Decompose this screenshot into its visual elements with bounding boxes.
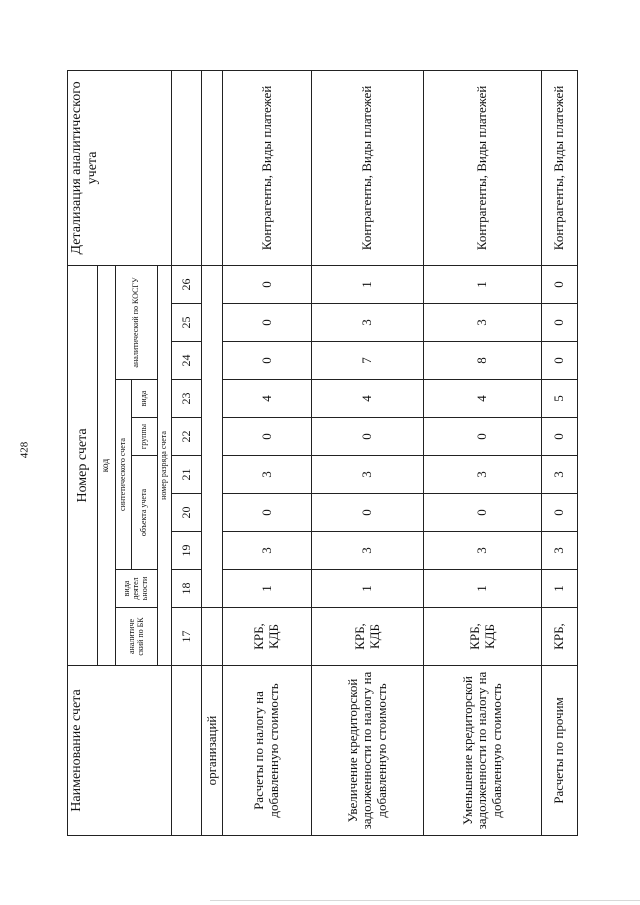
row-value: 0 [223,304,312,342]
digit-21: 21 [172,456,202,494]
row-value: 0 [542,494,578,532]
header-account-name: Наименование счета [68,666,172,836]
header-group: группы [132,418,158,456]
header-analytic-detail: Детализация аналитического учета [68,70,172,265]
row-value: 1 [312,570,424,608]
row-value: 3 [312,532,424,570]
digit-24: 24 [172,342,202,380]
row-detail: Контрагенты, Виды платежей [223,70,312,265]
row-value: 3 [223,456,312,494]
accounts-table [67,70,578,836]
row-name: Расчеты по прочим [542,666,578,836]
row-value: 0 [542,342,578,380]
header-object: объекта учета [132,456,158,570]
row-bk: КРБ, [542,608,578,666]
row-value: 0 [312,418,424,456]
row-value: 0 [223,418,312,456]
page-edge [210,900,640,901]
digit-25: 25 [172,304,202,342]
row-value: 3 [424,532,542,570]
header-synthetic: синтетического счета [116,380,132,570]
row-value: 3 [542,456,578,494]
header-activity-type: вида деятел ьности [116,570,158,608]
row-value: 1 [424,265,542,303]
row-value: 7 [312,342,424,380]
digit-23: 23 [172,380,202,418]
row-value: 0 [223,265,312,303]
row-bk: КРБ, КДБ [223,608,312,666]
row-value: 5 [542,380,578,418]
header-digit-number: номер разряда счета [158,265,172,665]
row-value: 0 [542,265,578,303]
row-name: Расчеты по налогу на добавленную стоимость [223,666,312,836]
row-detail: Контрагенты, Виды платежей [542,70,578,265]
row-value: 4 [424,380,542,418]
continuation-blank-right [172,70,202,265]
row-value: 0 [542,418,578,456]
row-value: 3 [424,456,542,494]
row-name: Уменьшение кредиторской задолженности по налогу на добавленную стоимость [424,666,542,836]
digit-19: 19 [172,532,202,570]
row-value: 1 [542,570,578,608]
row-detail: Контрагенты, Виды платежей [312,70,424,265]
row-value: 0 [312,494,424,532]
row-value: 3 [312,456,424,494]
digit-18: 18 [172,570,202,608]
row-value: 4 [223,380,312,418]
row-value: 0 [542,304,578,342]
row-value: 4 [312,380,424,418]
row-value: 3 [542,532,578,570]
row-value: 3 [312,304,424,342]
page-number: 428 [18,441,31,459]
row-value: 3 [223,532,312,570]
row-value: 8 [424,342,542,380]
header-kind: вида [132,380,158,418]
digit-26: 26 [172,265,202,303]
continuation-blank-left [172,666,202,836]
row-value: 0 [424,494,542,532]
row-bk: КРБ, КДБ [312,608,424,666]
row-bk: КРБ, КДБ [424,608,542,666]
row-value: 0 [424,418,542,456]
row-detail: Контрагенты, Виды платежей [424,70,542,265]
continuation-text: организаций [202,666,223,836]
row-value: 1 [424,570,542,608]
row-value: 3 [424,304,542,342]
row-name: Увеличение кредиторской задолженности по налогу на добавленную стоимость [312,666,424,836]
header-analytical-bk: аналитиче ский по БК [116,608,158,666]
row-value: 0 [223,494,312,532]
rotated-table-container [67,71,577,836]
row-value: 1 [312,265,424,303]
header-analytical-kosgu: аналитический по КОСГУ [116,265,158,379]
row-value: 1 [223,570,312,608]
digit-20: 20 [172,494,202,532]
header-code: код [98,265,116,665]
digit-22: 22 [172,418,202,456]
row-value: 0 [223,342,312,380]
digit-17: 17 [172,608,202,666]
header-account-number: Номер счета [68,265,98,665]
